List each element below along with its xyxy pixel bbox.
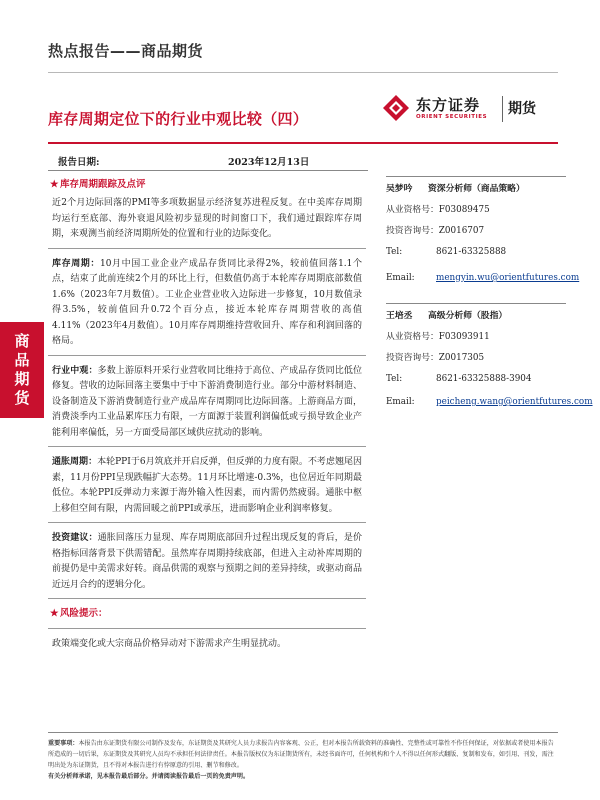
- logo-sub: 期货: [508, 101, 536, 117]
- analyst-name-row: 王培丞 高级分析师（股指）: [386, 311, 508, 321]
- star-icon: ★: [50, 179, 59, 190]
- analyst-cert-row: 从业资格号：F03089475: [386, 205, 490, 215]
- analyst-panel: [386, 176, 593, 413]
- report-date-label: 报告日期:: [58, 157, 100, 168]
- inflation-paragraph: 通胀周期：本轮PPI于6月筑底并开启反弹，但反弹的力度有限。不考虑翘尾因素，11月份PPI呈现跌幅扩大态势。11月环比增速-0.3%，也位居近年同期最低位。本轮PPI反弹动力来源于海外输入性因素，而内需仍然疲弱。通胀中枢上移但空间有限，内需回暖之前PPI或承压，进而影响企业利润率修复。: [52, 457, 362, 514]
- footer-last-line: 有关分析师承诺，见本报告最后部分。并请阅读报告最后一页的免责声明。: [48, 773, 250, 780]
- analyst-email-row: Email: mengyin.wu@orientfutures.com: [386, 273, 580, 283]
- footer-divider: [48, 732, 558, 733]
- intro-paragraph: 近2个月边际回落的PMI等多项数据显示经济复苏进程反复。在中美库存周期均运行至底部、海外衰退风险初步显现的时间窗口下，我们通过跟踪库存周期，来观测当前经济周期所处的位置和行业的边际变化。: [52, 198, 362, 239]
- divider: [48, 248, 366, 249]
- analyst-tel-row: Tel: 8621-63325888-3904: [386, 374, 532, 384]
- analyst-divider: [386, 303, 566, 304]
- side-tab-char: 货: [14, 389, 30, 407]
- report-date-value: 2023年12月13日: [228, 157, 310, 168]
- header-divider: [48, 72, 558, 73]
- company-logo: [382, 92, 542, 126]
- side-category-tab: [0, 322, 44, 418]
- section-title: 库存周期跟踪及点评: [60, 179, 146, 190]
- analyst-tel-row: Tel: 8621-63325888: [386, 247, 507, 257]
- title-divider: [48, 142, 558, 144]
- analyst-email-link[interactable]: peicheng.wang@orientfutures.com: [436, 397, 593, 407]
- report-title: 库存周期定位下的行业中观比较（四）: [48, 110, 309, 128]
- report-category: 热点报告——商品期货: [48, 42, 204, 60]
- disclaimer-footer: 重要事项：本报告由东证期货有限公司制作及发布，东证期货及其研究人员力求报告内容客观、公正，但对本报告所载资料的准确性、完整性或可靠性不作任何保证，对依据或者使用本报告所造成的一切后果，东证期货及其研究人员均不承担任何法律责任。本报告版权仅为东证期货所有，未经书面许可，任何机构和个人不得以任何形式翻版、复制和发布，如引用、刊发，需注明出处为东证期货，且不得对本报告进行有悖原意的引用、删节和修改。 有关分析师承诺，见本报告最后部分。并请阅读报告最后一页的免责声明。: [48, 740, 554, 780]
- analyst-cert-row: 从业资格号：F03093911: [386, 332, 490, 342]
- analyst-divider: [386, 176, 566, 177]
- orient-logo-icon: [382, 94, 410, 122]
- analyst-invest-row: 投资咨询号：Z0017305: [386, 353, 485, 363]
- date-divider: [48, 170, 368, 171]
- analyst-invest-row: 投资咨询号：Z0016707: [386, 226, 485, 236]
- analyst-email-row: Email: peicheng.wang@orientfutures.com: [386, 397, 593, 407]
- divider: [48, 628, 366, 629]
- report-date-row: [48, 152, 368, 170]
- analyst-name-row: 吴梦吟 资深分析师（商品策略）: [386, 184, 525, 194]
- risk-section-title: 风险提示：: [60, 608, 108, 619]
- inventory-cycle-paragraph: 库存周期：10月中国工业企业产成品存货同比录得2%，较前值回落1.1个点，结束了此前连续2个月的环比上行，但数值仍高于本轮库存周期底部数值1.6%（2023年7月数值）。工业企业营业收入边际进一步修复，10月数值录得3.5%，较前值回升0.72个百分点，接近本轮库存周期营收的高值4.11%（2023年4月数值）。10月库存周期维持营收回升、库存和利润回落的格局。: [52, 258, 362, 346]
- section-head: [48, 176, 366, 194]
- side-tab-char: 商: [14, 332, 30, 350]
- logo-separator: [502, 96, 503, 122]
- divider: [48, 355, 366, 356]
- logo-english: ORIENT SECURITIES: [416, 114, 488, 120]
- divider: [48, 446, 366, 447]
- risk-paragraph: 政策端变化或大宗商品价格异动对下游需求产生明显扰动。: [52, 639, 287, 649]
- side-tab-char: 期: [14, 370, 30, 388]
- divider: [48, 598, 366, 599]
- side-tab-char: 品: [14, 351, 30, 369]
- star-icon: ★: [50, 608, 59, 619]
- report-body: [48, 176, 366, 653]
- investment-paragraph: 投资建议：通胀回落压力显现、库存周期底部回升过程出现反复的背后，是价格指标回落背景下供需错配。虽然库存周期持续底部，但进入主动补库周期的前提仍是中美需求好转。商品供需的观察与预期之间的差异持续，或驱动商品近远月合约的逻辑分化。: [52, 533, 362, 590]
- side-category-text: [0, 332, 44, 408]
- industry-paragraph: 行业中观：多数上游原料开采行业营收同比维持于高位、产成品存货同比低位修复。营收的边际回落主要集中于中下游消费制造行业。部分中游材料制造、设备制造及下游消费制造行业产成品库存周期同比边际回落。上游商品方面，消费淡季内工业品累库压力有限，一方面源于装置利润偏低或亏损导致企业产能利用率偏低，另一方面受局部区域供应扰动的影响。: [52, 365, 362, 438]
- logo-name: 东方证券: [416, 96, 481, 114]
- divider: [48, 522, 366, 523]
- risk-section-head: [48, 605, 366, 623]
- analyst-email-link[interactable]: mengyin.wu@orientfutures.com: [436, 273, 580, 283]
